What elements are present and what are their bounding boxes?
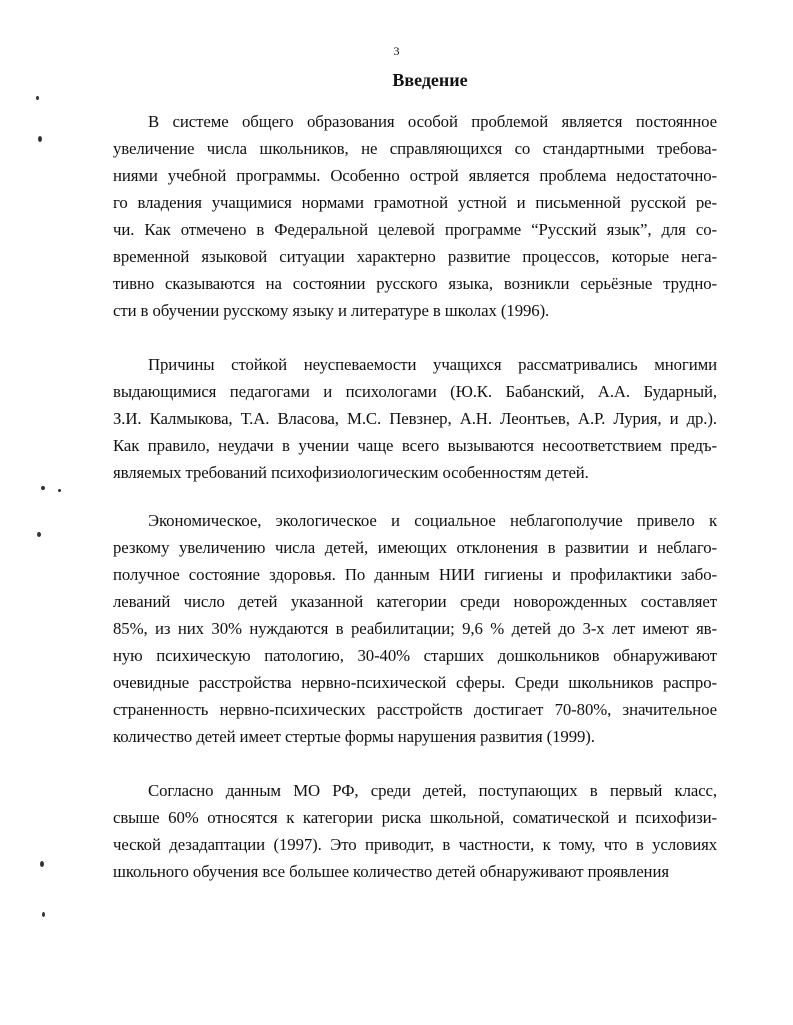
text-line: В системе общего образования особой проблемой является постоянное <box>148 112 717 131</box>
text-line: ную психическую патологию, 30-40% старших дошкольников обнаруживают <box>113 646 717 665</box>
text-line: ческой дезадаптации (1997). Это приводит, в частности, к тому, что в условиях <box>113 835 717 854</box>
text-line: очевидные расстройства нервно-психической сферы. Среди школьников распро- <box>113 673 717 692</box>
text-line: увеличение числа школьников, не справляющихся со стандартными требова- <box>113 139 717 158</box>
text-line: школьного обучения все большее количество детей обнаруживают проявления <box>113 862 669 881</box>
text-line: временной языковой ситуации характерно развитие процессов, которые нега- <box>113 247 717 266</box>
text-line: Как правило, неудачи в учении чаще всего вызываются несоответствием предъ- <box>113 436 717 455</box>
scan-speck <box>42 912 45 917</box>
text-line: ниями учебной программы. Особенно острой является проблема недостаточно- <box>113 166 717 185</box>
text-line: являемых требований психофизиологическим особенностям детей. <box>113 463 589 482</box>
scan-speck <box>36 96 39 100</box>
text-line: чи. Как отмечено в Федеральной целевой программе “Русский язык”, для со- <box>113 220 717 239</box>
text-line: тивно сказываются на состоянии русского языка, возникли серьёзные трудно- <box>113 274 717 293</box>
text-line: го владения учащимися нормами грамотной устной и письменной русской ре- <box>113 193 717 212</box>
scan-speck <box>40 861 44 867</box>
paragraph-4 <box>113 777 717 885</box>
page-number: 3 <box>393 44 400 58</box>
text-line: З.И. Калмыкова, Т.А. Власова, М.С. Певзнер, А.Н. Леонтьев, А.Р. Лурия, и др.). <box>113 409 717 428</box>
scan-speck <box>41 486 45 490</box>
text-line: Экономическое, экологическое и социальное неблагополучие привело к <box>148 511 717 530</box>
paragraph-3 <box>113 507 717 750</box>
text-line: Согласно данным МО РФ, среди детей, поступающих в первый класс, <box>148 781 717 800</box>
text-line: количество детей имеет стертые формы нарушения развития (1999). <box>113 727 595 746</box>
text-line: Причины стойкой неуспеваемости учащихся рассматривались многими <box>148 355 717 374</box>
text-line: выдающимися педагогами и психологами (Ю.К. Бабанский, А.А. Бударный, <box>113 382 717 401</box>
text-line: страненность нервно-психических расстройств достигает 70-80%, значительное <box>113 700 717 719</box>
scan-speck <box>38 136 42 142</box>
text-line: резкому увеличению числа детей, имеющих отклонения в развитии и неблаго- <box>113 538 717 557</box>
text-line: свыше 60% относятся к категории риска школьной, соматической и психофизи- <box>113 808 717 827</box>
text-line: получное состояние здоровья. По данным НИИ гигиены и профилактики забо- <box>113 565 717 584</box>
scan-speck <box>58 489 61 492</box>
text-line: сти в обучении русскому языку и литературе в школах (1996). <box>113 301 550 320</box>
paragraph-2 <box>113 351 717 486</box>
paragraph-1 <box>113 108 717 324</box>
scan-speck <box>37 532 41 537</box>
text-line: леваний число детей указанной категории среди новорожденных составляет <box>113 592 717 611</box>
text-line: 85%, из них 30% нуждаются в реабилитации; 9,6 % детей до 3-х лет имеют яв- <box>113 619 717 638</box>
page-title: Введение <box>392 70 468 90</box>
